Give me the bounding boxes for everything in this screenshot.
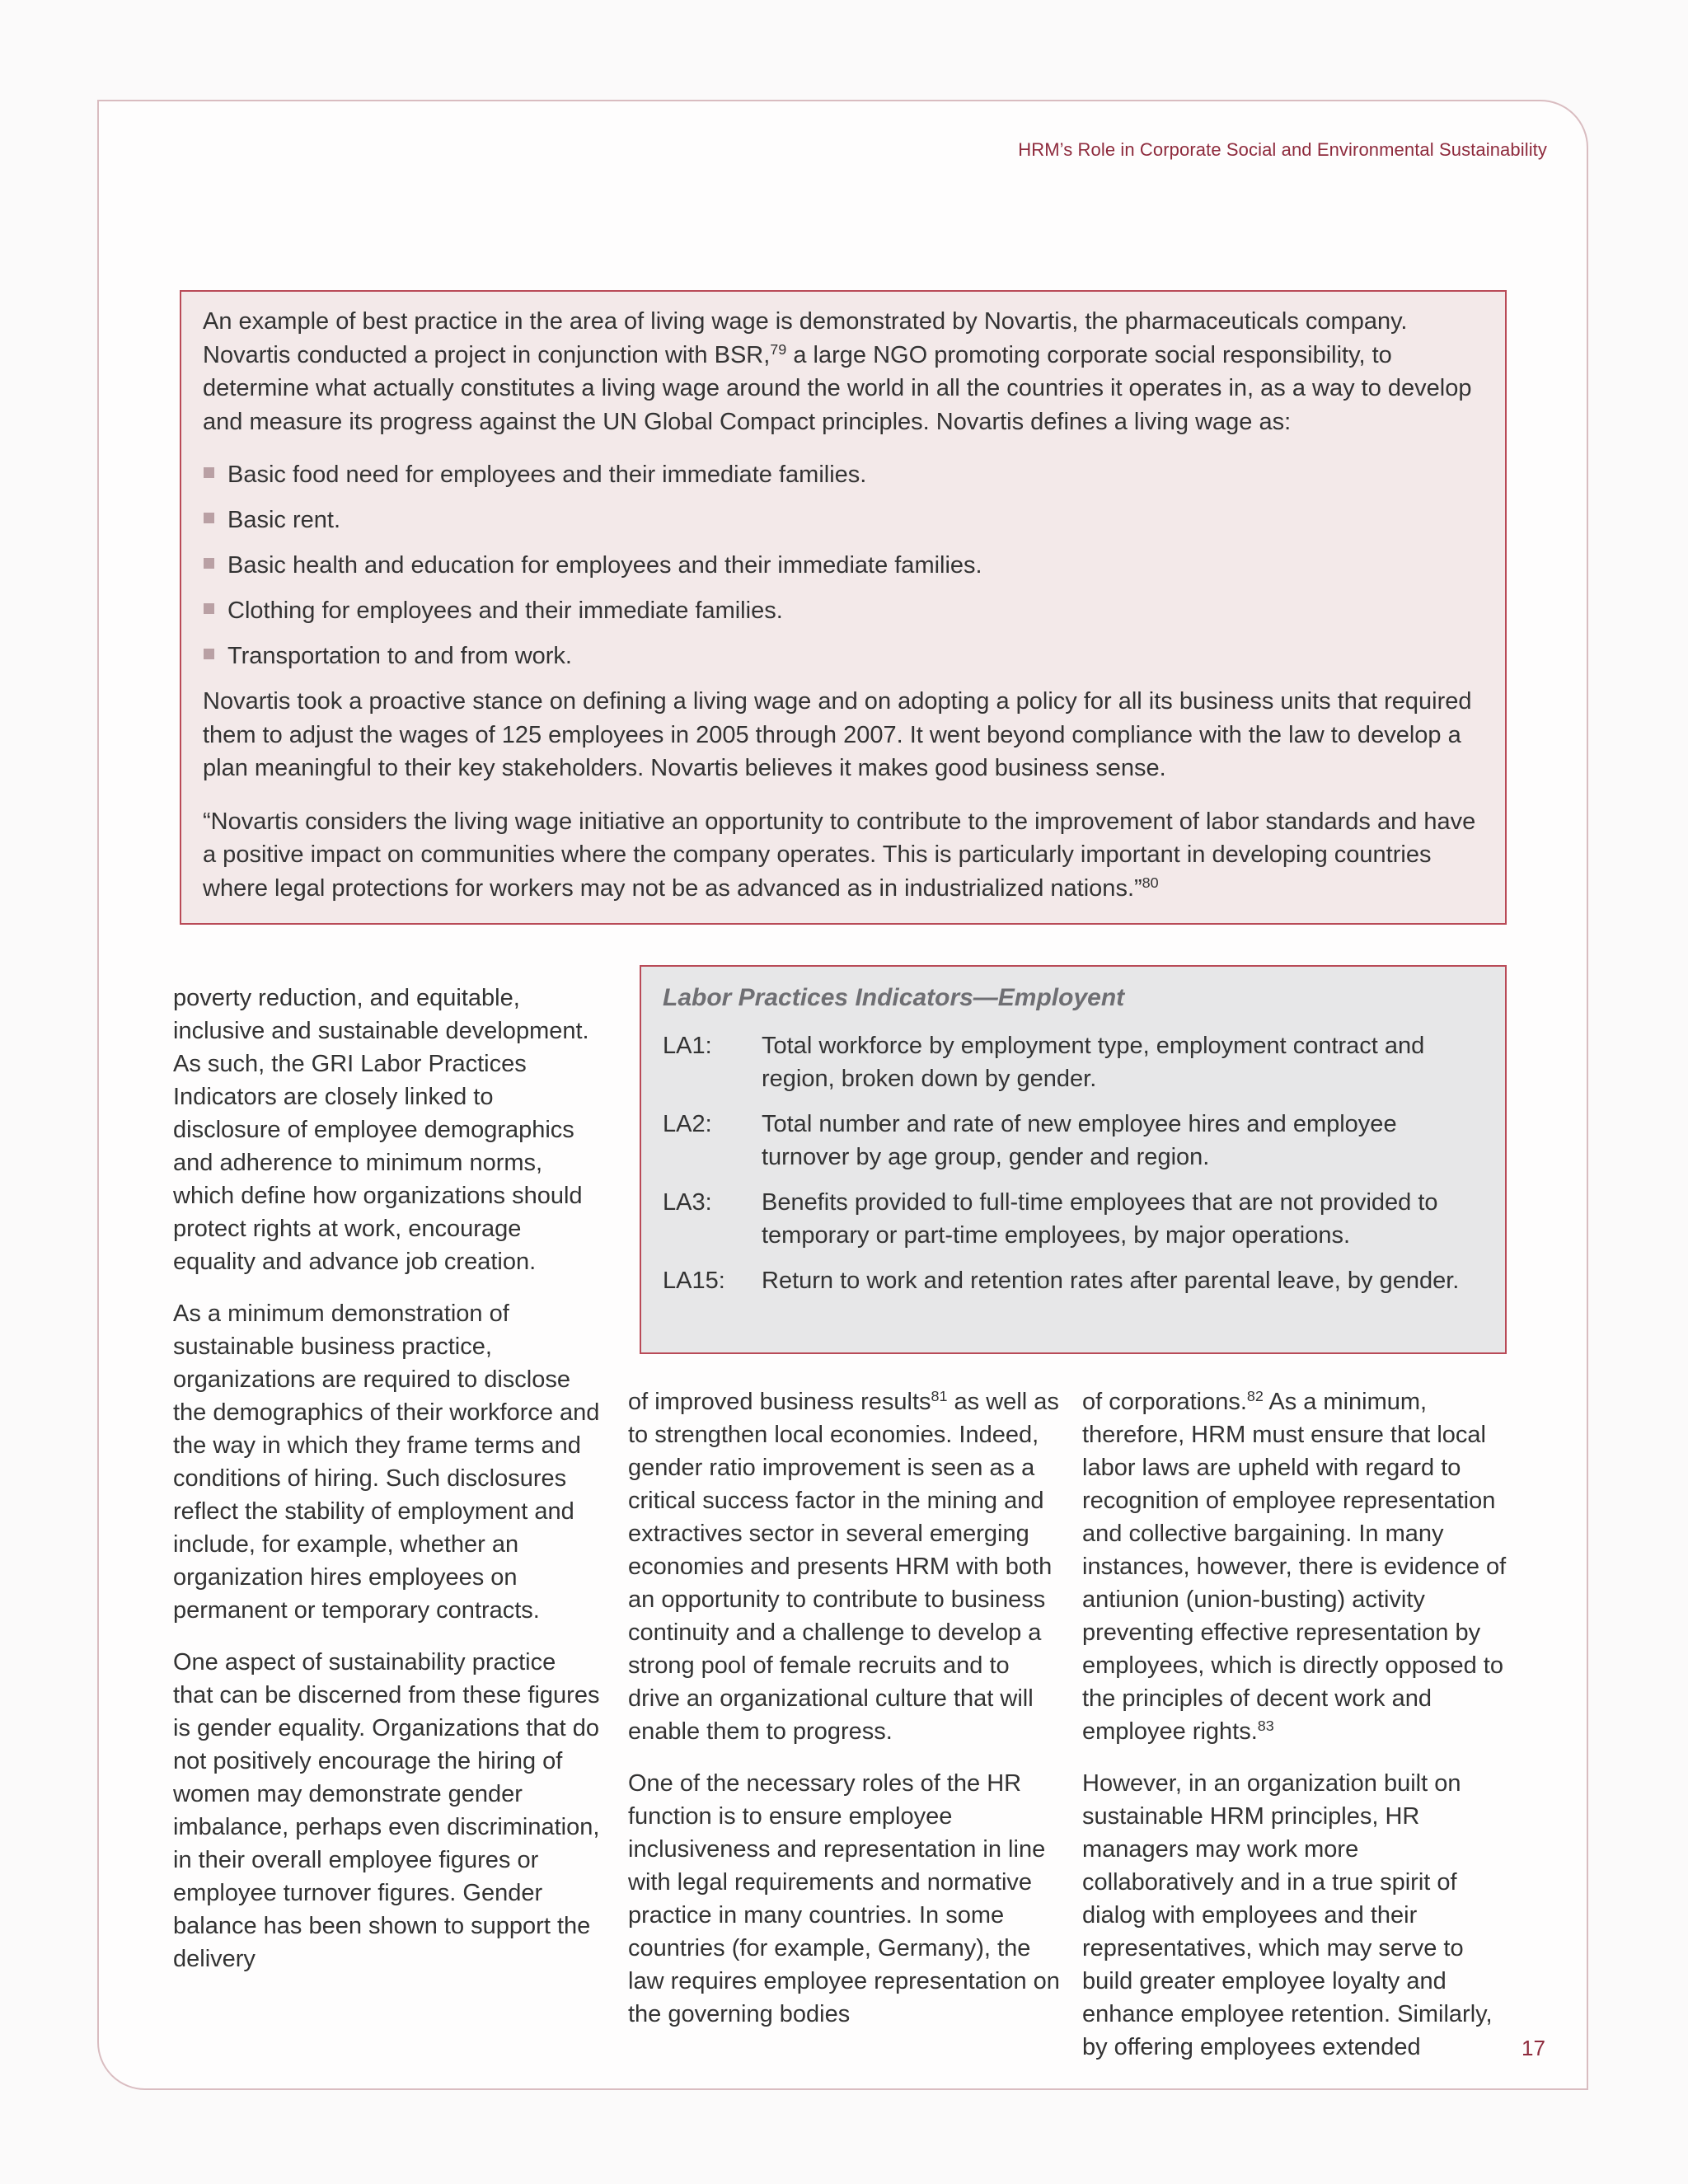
list-item: Clothing for employees and their immediate families. (203, 594, 1484, 628)
indicator-text: Return to work and retention rates after parental leave, by gender. (762, 1268, 1460, 1294)
page-number: 17 (1522, 2036, 1545, 2060)
running-header: HRM’s Role in Corporate Social and Environmental Sustainability (1018, 139, 1547, 160)
list-item: Basic health and education for employees and their immediate families. (203, 549, 1484, 583)
bullet-square-icon (204, 603, 214, 614)
indicator-row (663, 1108, 1484, 1174)
bullet-square-icon (204, 513, 214, 523)
indicator-row (663, 1029, 1484, 1095)
labor-indicators-box (640, 965, 1507, 1354)
indicator-text: Total workforce by employment type, employment contract and region, broken down by gender. (762, 1033, 1425, 1092)
body-paragraph: One aspect of sustainability practice that can be discerned from these figures is gender equality. Organizations that do not positively encourage the hiring of women may demonstrate gender imbalance, perhaps even discrimination, in their overall employee figures or employee turnover figures. Gender balance has been shown to support the delivery (173, 1649, 600, 1972)
bullet-square-icon (204, 558, 214, 569)
case-intro: An example of best practice in the area of living wage is demonstrated by Novartis, the pharmaceuticals company. Novartis conducted a project in conjunction with BSR,$^{79}$ a large NGO promoting corporate social responsibility, to determine what actually constitutes a living wage around the world in all the countries it operates in, as a way to develop and measure its progress against the UN Global Compact principles. Novartis defines a living wage as: (203, 308, 1472, 435)
list-item: Basic food need for employees and their immediate families. (203, 458, 1484, 492)
labor-box-title: Labor Practices Indicators—Employent (663, 984, 1125, 1011)
footnote-ref: 82 (1246, 1388, 1264, 1405)
body-paragraph: poverty reduction, and equitable, inclusive and sustainable development. As such, the GRI Labor Practices Indicators are closely linked to disclosure of employee demographics and adherence to minimum norms, which define how organizations should protect rights at work, encourage equality and advance job creation. (173, 985, 589, 1275)
footnote-ref: 80 (1142, 874, 1159, 891)
footnote-ref: 81 (931, 1388, 948, 1405)
indicator-text: Benefits provided to full-time employees that are not provided to temporary or part-time employees, by major operations. (762, 1189, 1438, 1249)
indicator-row (663, 1264, 1484, 1297)
list-item: Transportation to and from work. (203, 640, 1484, 673)
body-column-3 (1082, 1385, 1511, 2083)
bullet-square-icon (204, 467, 214, 478)
indicator-code: LA2: (663, 1111, 712, 1137)
indicator-text: Total number and rate of new employee hires and employee turnover by age group, gender and region. (762, 1111, 1397, 1170)
indicator-code: LA15: (663, 1268, 725, 1294)
body-paragraph: of improved business results$^{81}$ as well as to strengthen local economies. Indeed, gender ratio improvement is seen as a critical success factor in the mining and extractives sector in several emerging economies and presents HRM with both an opportunity to contribute to business continuity and a challenge to develop a strong pool of female recruits and to drive an organizational culture that will enable them to progress. (628, 1388, 1059, 1745)
body-paragraph: However, in an organization built on sustainable HRM principles, HR managers may work more collaboratively and in a true spirit of dialog with employees and their representatives, which may serve to build greater employee loyalty and enhance employee retention. Similarly, by offering employees extended (1082, 1770, 1493, 2060)
footnote-ref: 83 (1257, 1718, 1274, 1735)
body-paragraph: One of the necessary roles of the HR function is to ensure employee inclusiveness and representation in line with legal requirements and normative practice in many countries. In some countries (for example, Germany), the law requires employee representation on the governing bodies (628, 1770, 1060, 2027)
indicator-code: LA1: (663, 1033, 712, 1059)
body-paragraph: of corporations.$^{82}$ As a minimum, therefore, HRM must ensure that local labor laws are upheld with regard to recognition of employee representation and collective bargaining. In many instances, however, there is evidence of antiunion (union-busting) activity preventing effective representation by employees, which is directly opposed to the principles of decent work and employee rights.$^{83}$ (1082, 1388, 1507, 1745)
bullet-square-icon (204, 649, 214, 659)
body-column-1 (173, 982, 602, 1994)
footnote-ref: 79 (770, 340, 787, 358)
body-paragraph: As a minimum demonstration of sustainable business practice, organizations are required to disclose the demographics of their workforce and the way in which they frame terms and conditions of hiring. Such disclosures reflect the stability of employment and include, for example, whether an organization hires employees on permanent or temporary contracts. (173, 1301, 600, 1624)
novartis-case-box (180, 290, 1507, 925)
case-paragraph: Novartis took a proactive stance on defining a living wage and on adopting a policy for all its business units that required them to adjust the wages of 125 employees in 2005 through 2007. It went beyond compliance with the law to develop a plan meaningful to their key stakeholders. Novartis believes it makes good business sense. (203, 688, 1472, 781)
indicator-code: LA3: (663, 1189, 712, 1216)
case-quote: “Novartis considers the living wage initiative an opportunity to contribute to the improvement of labor standards and have a positive impact on communities where the company operates. This is particularly important in developing countries where legal protections for workers may not be as advanced as in industrialized nations.”$^{80}$ (203, 808, 1476, 902)
body-column-2 (628, 1385, 1065, 2050)
living-wage-list (203, 458, 1484, 673)
indicator-row (663, 1186, 1484, 1252)
list-item: Basic rent. (203, 504, 1484, 537)
